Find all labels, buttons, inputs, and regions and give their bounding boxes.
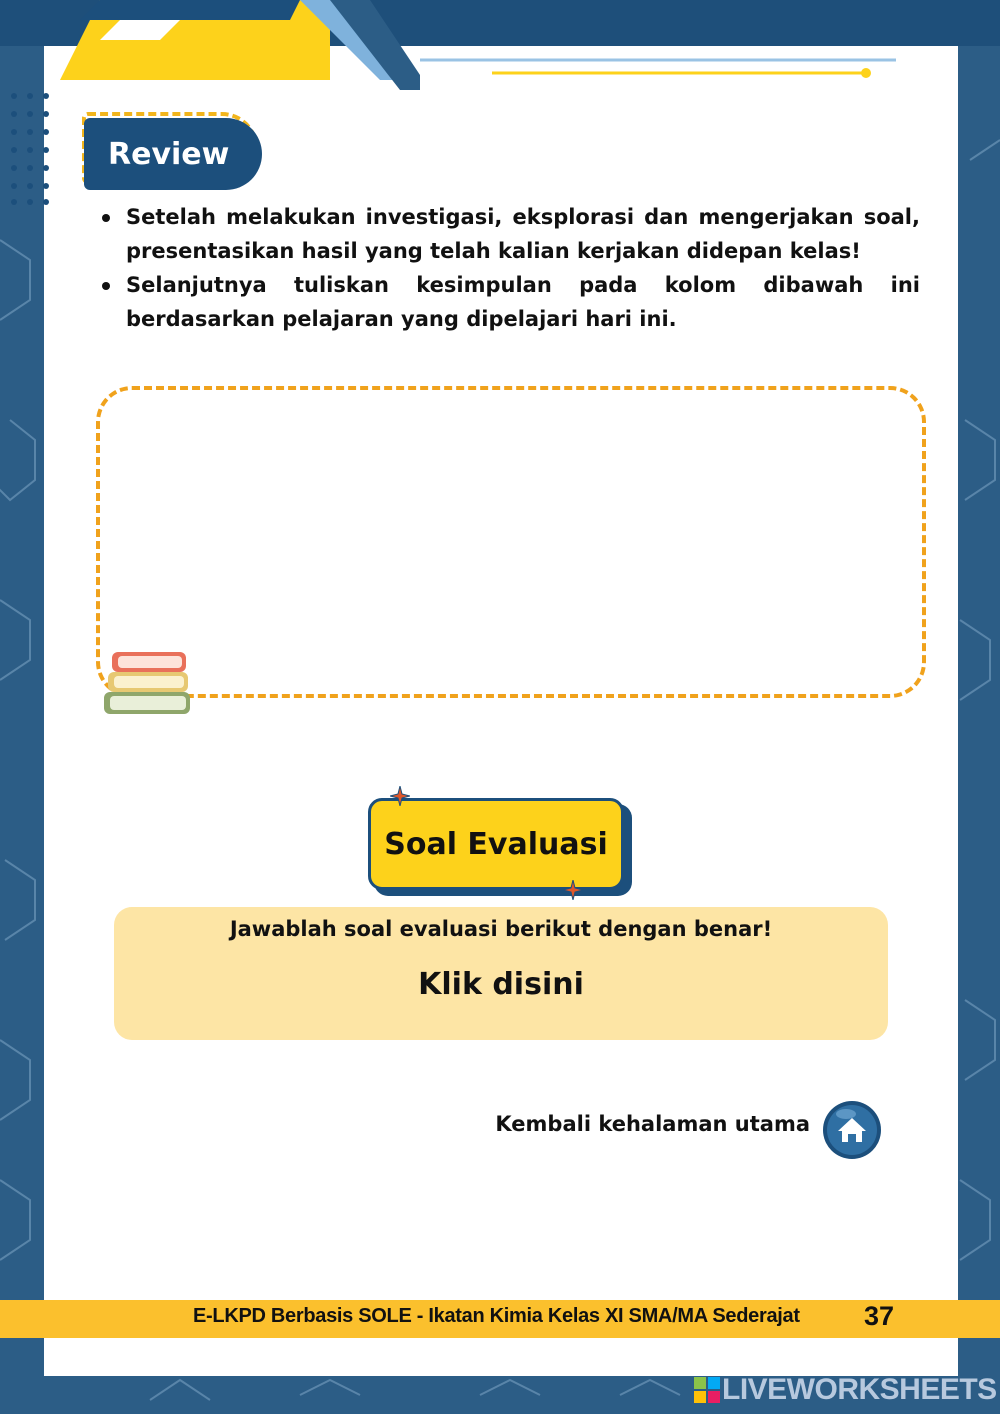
sparkle-icon [563,880,583,900]
books-icon [100,646,196,722]
liveworksheets-watermark [694,1375,997,1405]
evaluation-link[interactable]: Klik disini [418,967,584,1002]
review-title: Review [108,136,230,172]
instruction-item: Setelah melakukan investigasi, eksplorasi dan mengerjakan soal, presentasikan hasil yang telah kalian kerjakan didepan kelas! [100,200,920,268]
instruction-list [100,200,920,336]
instruction-item: Selanjutnya tuliskan kesimpulan pada kolom dibawah ini berdasarkan pelajaran yang dipelajari hari ini. [100,268,920,336]
watermark-text: LIVEWORKSHEETS [722,1373,997,1406]
footer-title: E-LKPD Berbasis SOLE - Ikatan Kimia Kelas XI SMA/MA Sederajat [193,1305,800,1327]
evaluation-instruction: Jawablah soal evaluasi berikut dengan benar! [229,917,773,941]
evaluation-panel [114,907,888,1040]
back-to-main-label[interactable]: Kembali kehalaman utama [495,1112,810,1136]
evaluation-title-badge [368,798,624,890]
review-badge [84,118,262,190]
page-number: 37 [864,1301,895,1331]
dots-decoration [8,90,58,210]
conclusion-answer-box[interactable] [96,386,926,698]
home-icon[interactable] [822,1100,882,1160]
liveworksheets-logo-icon [694,1377,720,1403]
evaluation-title: Soal Evaluasi [384,826,608,862]
corner-decoration [0,0,420,90]
sparkle-icon [390,786,410,806]
header-decorative-lines [420,54,900,84]
